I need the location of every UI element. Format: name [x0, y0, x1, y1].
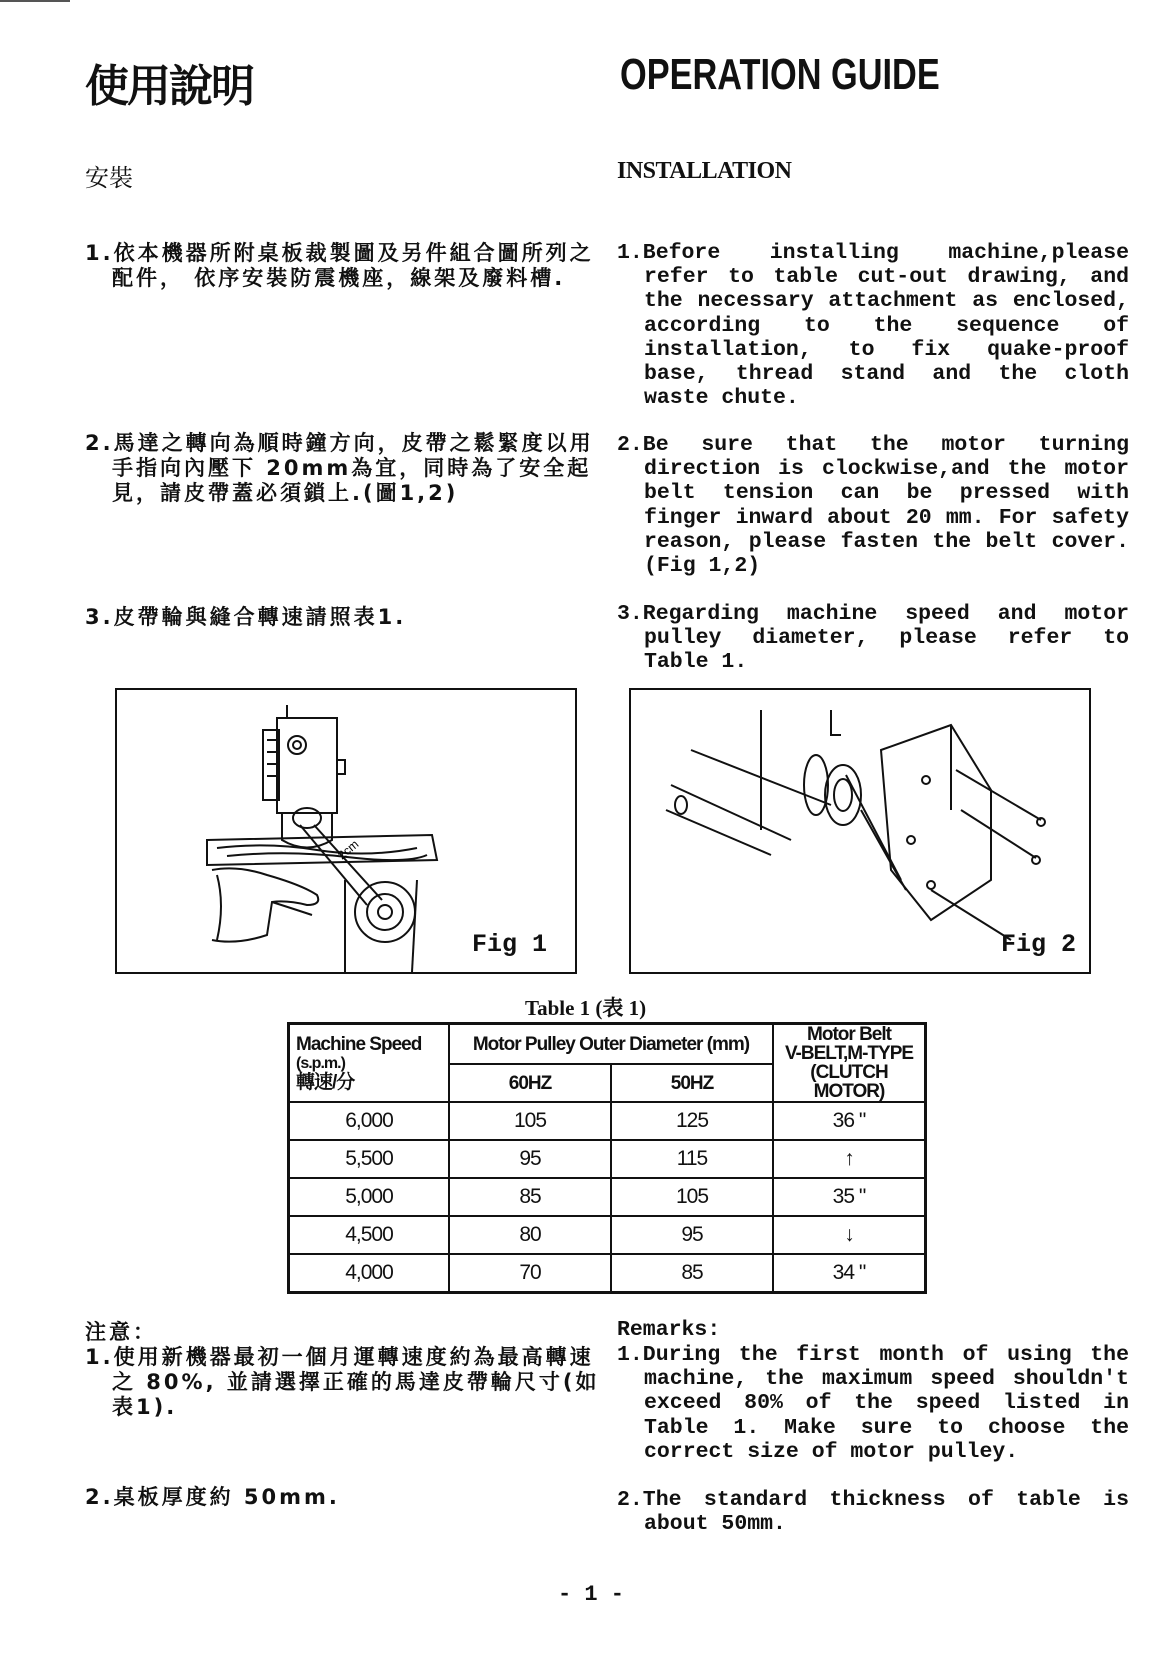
table-caption: Table 1 (表 1): [525, 996, 647, 1020]
cell-belt: ↑: [773, 1140, 926, 1178]
cell-60hz: 105: [449, 1102, 611, 1140]
cn-item-2: 2.馬達之轉向為順時鐘方向，皮帶之鬆緊度以用手指向內壓下 20mm為宜，同時為了安全起見，請皮帶蓋必須鎖上.(圖1,2): [85, 431, 594, 505]
table-row: [289, 1254, 926, 1293]
cell-50hz: 105: [611, 1178, 773, 1216]
en-item-1: 1.Before installing machine,please refer to table cut-out drawing, and the necessary attachment as enclosed, according to the sequence of installation, to fix quake-proof base, thread stand and the cloth waste chute.: [617, 241, 1142, 411]
remarks-title-en: Remarks:: [617, 1318, 721, 1342]
col-50hz-header: 50HZ: [611, 1064, 773, 1102]
cell-belt: ↓: [773, 1216, 926, 1254]
cell-speed: 5,500: [289, 1140, 450, 1178]
remarks-en-item-1: 1.During the first month of using the machine, the maximum speed shouldn't exceed 80% of the speed listed in Table 1. Make sure to choose the correct size of motor pulley.: [617, 1343, 1142, 1464]
clutch-motor-label: (CLUTCH MOTOR): [810, 1062, 888, 1102]
col-machine-speed-header: [289, 1024, 450, 1103]
cell-speed: 6,000: [289, 1102, 450, 1140]
table-row: [289, 1216, 926, 1254]
table-row: [289, 1102, 926, 1140]
cell-60hz: 80: [449, 1216, 611, 1254]
cell-60hz: 85: [449, 1178, 611, 1216]
col-60hz-header: 60HZ: [449, 1064, 611, 1102]
page-title-cn: 使用說明: [85, 61, 253, 112]
cell-speed: 5,000: [289, 1178, 450, 1216]
cell-50hz: 115: [611, 1140, 773, 1178]
cn-item-1: 1.依本機器所附桌板裁製圖及另件組合圖所列之配件， 依序安裝防震機座，線架及廢料槽.: [85, 241, 594, 290]
cell-speed: 4,500: [289, 1216, 450, 1254]
remarks-en-item-2: 2.The standard thickness of table is about 50mm.: [617, 1488, 1142, 1537]
page-number: - 1 -: [558, 1582, 625, 1607]
motor-belt-label: Motor Belt: [807, 1024, 891, 1045]
figure-1: [115, 688, 577, 974]
cell-belt: 35 ": [773, 1178, 926, 1216]
cell-speed: 4,000: [289, 1254, 450, 1293]
table-row: [289, 1178, 926, 1216]
figure-2: [629, 688, 1091, 974]
cell-belt: 34 ": [773, 1254, 926, 1293]
fig2-label: Fig 2: [1001, 930, 1077, 959]
en-item-3: 3.Regarding machine speed and motor pulley diameter, please refer to Table 1.: [617, 602, 1142, 675]
en-item-2: 2.Be sure that the motor turning direction is clockwise,and the motor belt tension can be pressed with finger inward about 20 mm. For safety reason, please fasten the belt cover.(Fig 1,2): [617, 433, 1142, 579]
col-motor-belt-header: [773, 1024, 926, 1103]
table-header-row: [289, 1024, 926, 1065]
page-title-en: OPERATION GUIDE: [620, 50, 940, 99]
col-pulley-diameter-header: Motor Pulley Outer Diameter (mm): [449, 1024, 773, 1065]
cell-60hz: 95: [449, 1140, 611, 1178]
vbelt-type-label: V-BELT,M-TYPE: [784, 1043, 914, 1064]
section-title-en: INSTALLATION: [617, 158, 792, 184]
cell-50hz: 95: [611, 1216, 773, 1254]
cell-60hz: 70: [449, 1254, 611, 1293]
machine-speed-label: Machine Speed: [296, 1033, 422, 1055]
fig1-label: Fig 1: [472, 930, 548, 959]
scan-edge-mark: [0, 0, 70, 2]
section-title-cn: 安裝: [85, 164, 133, 192]
table-row: [289, 1140, 926, 1178]
remarks-title-cn: 注意：: [85, 1320, 157, 1344]
cell-belt: 36 ": [773, 1102, 926, 1140]
cell-50hz: 85: [611, 1254, 773, 1293]
speed-pulley-table: [287, 1022, 927, 1294]
cell-50hz: 125: [611, 1102, 773, 1140]
fig1-annotation: 2cm: [334, 837, 362, 863]
remarks-cn-item-2: 2.桌板厚度約 50mm.: [85, 1485, 340, 1509]
remarks-cn-item-1: 1.使用新機器最初一個月運轉速度約為最高轉速之 80%, 並請選擇正確的馬達皮帶輪尺寸(如表1).: [85, 1345, 600, 1419]
spm-label: (s.p.m.): [296, 1054, 345, 1072]
cn-item-3: 3.皮帶輪與縫合轉速請照表1.: [85, 605, 407, 629]
speed-cn-label: 轉速/分: [296, 1071, 355, 1093]
